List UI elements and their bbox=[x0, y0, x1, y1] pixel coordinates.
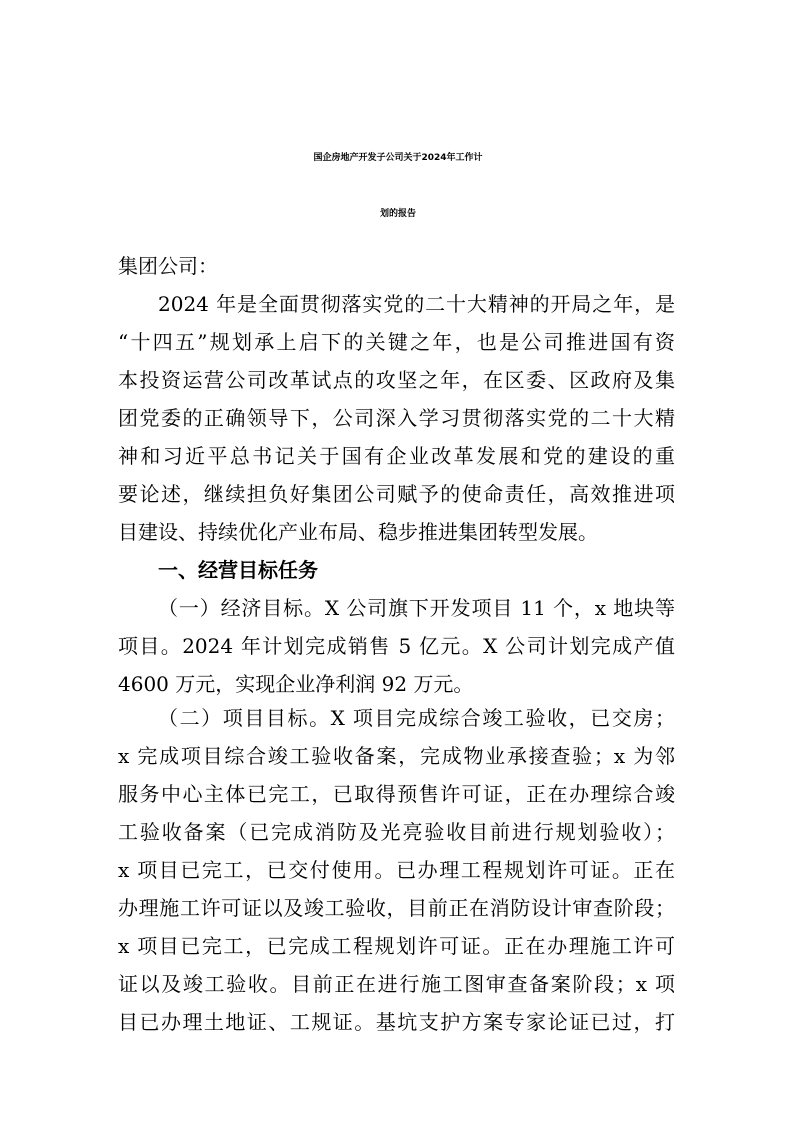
intro-line-5: 神和习近平总书记关于国有企业改革发展和党的建设的重 bbox=[118, 444, 675, 468]
project-line-6: 办理施工许可证以及竣工验收，目前正在消防设计审查阶段； bbox=[118, 896, 675, 920]
project-line-7: x 项目已完工，已完成工程规划许可证。正在办理施工许可 bbox=[118, 934, 675, 958]
intro-line-4: 团党委的正确领导下，公司深入学习贯彻落实党的二十大精 bbox=[118, 406, 675, 430]
project-line-5: x 项目已完工，已交付使用。已办理工程规划许可证。正在 bbox=[118, 858, 675, 882]
project-line-9: 目已办理土地证、工规证。基坑支护方案专家论证已过，打 bbox=[118, 1010, 675, 1034]
project-line-4: 工验收备案（已完成消防及光亮验收目前进行规划验收）； bbox=[118, 820, 675, 844]
economic-line-3: 4600 万元，实现企业净利润 92 万元。 bbox=[118, 672, 474, 696]
salutation: 集团公司： bbox=[118, 254, 218, 278]
intro-line-3: 本投资运营公司改革试点的攻坚之年，在区委、区政府及集 bbox=[118, 368, 675, 392]
intro-line-1: 2024 年是全面贯彻落实党的二十大精神的开局之年，是 bbox=[158, 292, 675, 316]
project-line-3: 服务中心主体已完工，已取得预售许可证，正在办理综合竣 bbox=[118, 782, 675, 806]
economic-line-1: （一）经济目标。X 公司旗下开发项目 11 个，x 地块等 bbox=[158, 596, 675, 620]
project-line-1: （二）项目目标。X 项目完成综合竣工验收，已交房； bbox=[158, 706, 675, 730]
intro-line-7: 目建设、持续优化产业布局、稳步推进集团转型发展。 bbox=[118, 520, 598, 544]
document-title-line-1: 国企房地产开发子公司关于2024年工作计 bbox=[313, 153, 483, 163]
economic-line-2: 项目。2024 年计划完成销售 5 亿元。X 公司计划完成产值 bbox=[118, 634, 675, 658]
document-title-line-2: 划的报告 bbox=[379, 209, 416, 219]
section-heading: 一、经营目标任务 bbox=[158, 558, 318, 582]
project-line-2: x 完成项目综合竣工验收备案，完成物业承接查验；x 为邻 bbox=[118, 744, 675, 768]
intro-line-2: “十四五”规划承上启下的关键之年，也是公司推进国有资 bbox=[118, 330, 675, 354]
project-line-8: 证以及竣工验收。目前正在进行施工图审查备案阶段；x 项 bbox=[118, 972, 675, 996]
intro-line-6: 要论述，继续担负好集团公司赋予的使命责任，高效推进项 bbox=[118, 482, 675, 506]
